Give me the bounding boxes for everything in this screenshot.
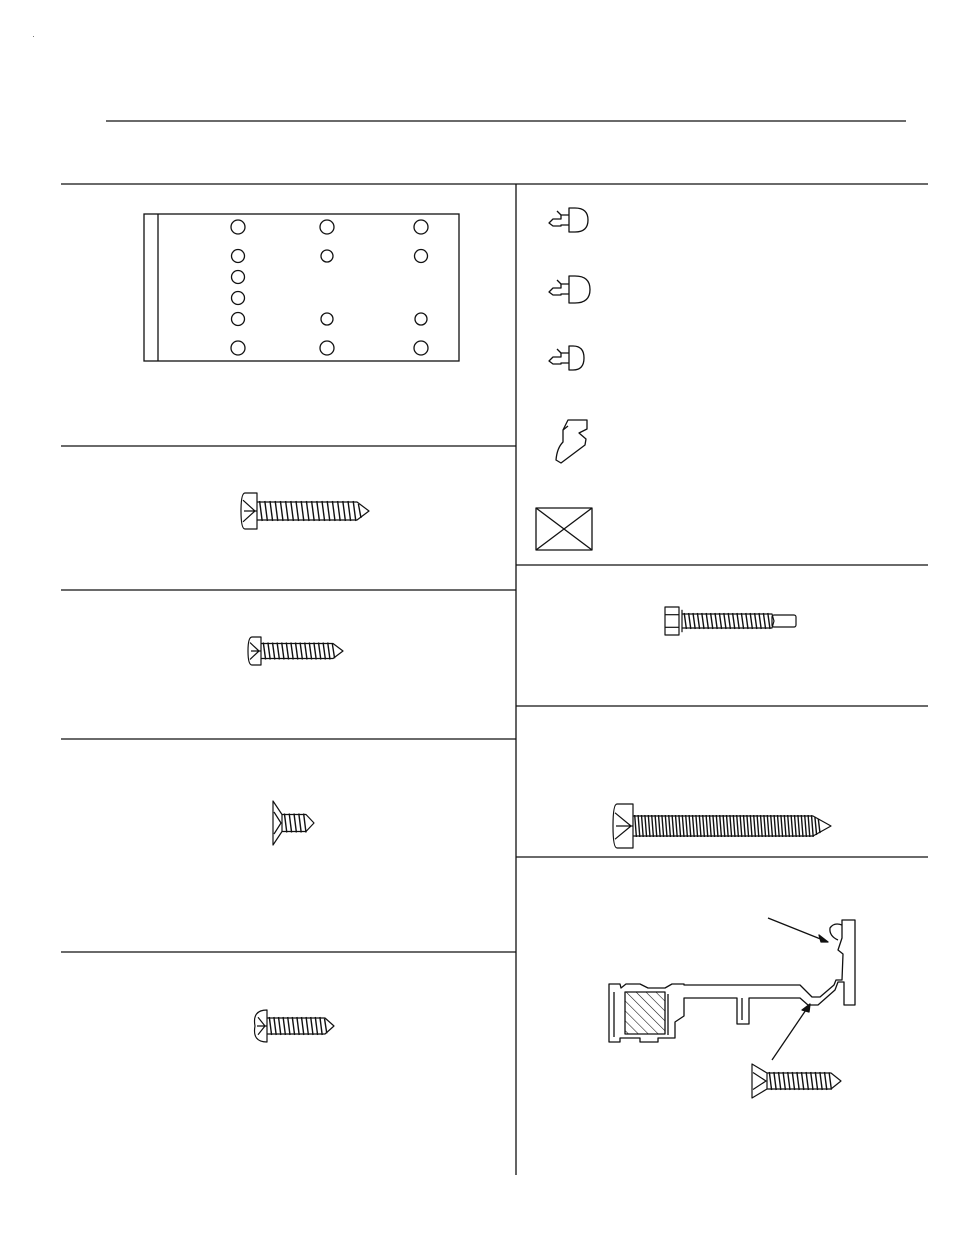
threshold-seal [830,924,842,940]
pan-head-screw-icon [248,637,343,665]
plate-holes [231,220,428,355]
leader-screw [772,1004,810,1060]
long-pan-head-screw-icon [613,804,831,848]
hex-washer-screw-icon [665,607,796,635]
page-grid [61,121,928,1175]
wedge-gasket-icon [556,420,587,463]
mounting-plate-icon [144,214,459,361]
flat-head-screw-icon [273,801,314,845]
bulb-seal-icon [549,208,588,232]
bulb-seal-icon [549,346,584,370]
truss-head-screw-icon [255,1010,335,1042]
bulb-seal-icon [549,276,590,303]
foam-pad-icon [536,508,592,550]
flat-head-screw-icon [752,1064,841,1098]
threshold-assembly-icon [609,918,855,1060]
leader-seal [768,918,828,942]
pan-head-screw-icon [241,493,369,529]
threshold-insert [625,992,665,1034]
